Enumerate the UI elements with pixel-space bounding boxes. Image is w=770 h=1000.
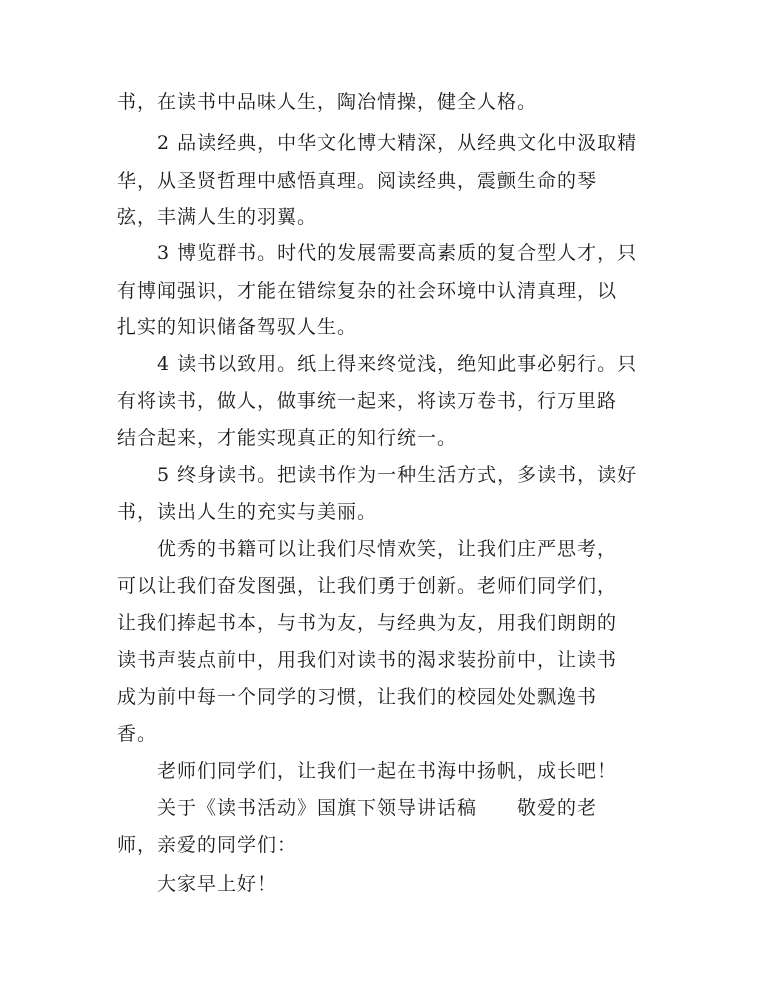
text-line-12: 书，读出人生的充实与美丽。 xyxy=(117,501,378,523)
text-line-4: 弦，丰满人生的羽翼。 xyxy=(117,206,318,228)
text-line-13: 优秀的书籍可以让我们尽情欢笑，让我们庄严思考， xyxy=(157,538,618,560)
text-line-15: 让我们捧起书本，与书为友，与经典为友，用我们朗朗的 xyxy=(117,612,618,634)
text-line-3: 华，从圣贤哲理中感悟真理。阅读经典，震颤生命的琴 xyxy=(117,170,598,192)
text-line-22: 大家早上好！ xyxy=(157,873,278,895)
text-line-16: 读书声装点前中，用我们对读书的渴求装扮前中，让读书 xyxy=(117,649,618,671)
text-line-20: 关于《读书活动》国旗下领导讲话稿 敬爱的老 xyxy=(157,797,598,819)
text-line-2: 2 品读经典，中华文化博大精深，从经典文化中汲取精 xyxy=(157,132,638,154)
text-line-18: 香。 xyxy=(117,723,158,745)
text-line-21: 师，亲爱的同学们： xyxy=(117,834,298,856)
text-line-11: 5 终身读书。把读书作为一种生活方式，多读书，读好 xyxy=(157,464,638,486)
text-line-6: 有博闻强识，才能在错综复杂的社会环境中认清真理，以 xyxy=(117,280,618,302)
text-line-1: 书，在读书中品味人生，陶冶情操，健全人格。 xyxy=(117,91,538,113)
text-line-9: 有将读书，做人，做事统一起来，将读万卷书，行万里路 xyxy=(117,390,618,412)
text-line-10: 结合起来，才能实现真正的知行统一。 xyxy=(117,427,458,449)
text-line-17: 成为前中每一个同学的习惯，让我们的校园处处飘逸书 xyxy=(117,686,598,708)
text-line-14: 可以让我们奋发图强，让我们勇于创新。老师们同学们， xyxy=(117,575,618,597)
text-line-5: 3 博览群书。时代的发展需要高素质的复合型人才，只 xyxy=(157,242,638,264)
text-line-7: 扎实的知识储备驾驭人生。 xyxy=(117,316,358,338)
text-line-19: 老师们同学们，让我们一起在书海中扬帆，成长吧！ xyxy=(157,760,618,782)
text-line-8: 4 读书以致用。纸上得来终觉浅，绝知此事必躬行。只 xyxy=(157,353,638,375)
